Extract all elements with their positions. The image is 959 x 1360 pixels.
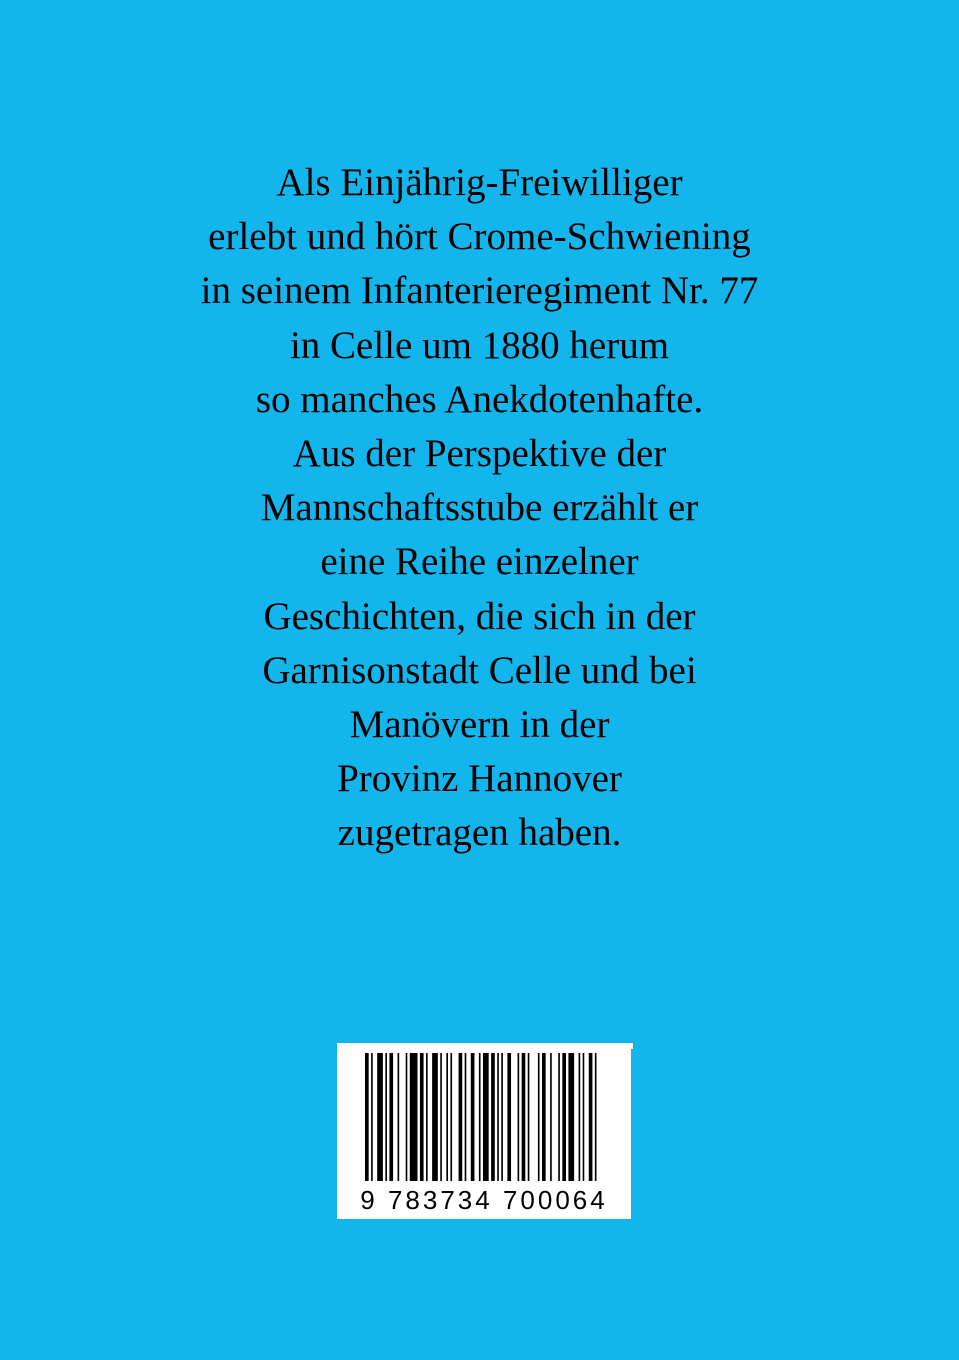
- barcode-bar: [471, 1053, 475, 1181]
- blurb-line: so manches Anekdotenhafte.: [255, 377, 704, 421]
- barcode-bar: [365, 1053, 369, 1181]
- barcode-bar: [459, 1053, 463, 1181]
- barcode-bar: [579, 1053, 581, 1181]
- barcode-icon: [365, 1053, 603, 1181]
- barcode-bar: [589, 1053, 593, 1181]
- barcode-bar: [568, 1053, 574, 1181]
- barcode-bar: [558, 1053, 560, 1181]
- barcode-bar: [595, 1053, 597, 1181]
- blurb-line: Als Einjährig-Freiwilliger: [276, 161, 683, 204]
- barcode-bar: [385, 1053, 387, 1181]
- barcode-bar: [446, 1053, 448, 1181]
- barcode-bar: [377, 1053, 383, 1181]
- barcode-bar: [507, 1053, 511, 1181]
- barcode-bar: [426, 1053, 428, 1181]
- barcode-bar: [389, 1053, 393, 1181]
- blurb-line: zugetragen haben.: [337, 811, 622, 855]
- blurb-line: erlebt und hört Crome-Schwiening: [208, 215, 751, 259]
- barcode-bar: [440, 1053, 442, 1181]
- barcode-bar: [542, 1053, 546, 1181]
- blurb-line: Geschichten, die sich in der: [263, 594, 696, 638]
- barcode-bar: [483, 1053, 489, 1181]
- barcode-bar: [538, 1053, 540, 1181]
- barcode-digits: 9 783734 700064: [360, 1185, 608, 1215]
- barcode-bar: [491, 1053, 495, 1181]
- blurb-line: eine Reihe einzelner: [320, 540, 639, 584]
- barcode-bar: [371, 1053, 373, 1181]
- barcode-bar: [420, 1053, 424, 1181]
- barcode-bar: [518, 1053, 520, 1181]
- blurb-text: [0, 156, 959, 860]
- blurb-line: Garnisonstadt Celle und bei: [262, 648, 697, 692]
- barcode-bar: [501, 1053, 503, 1181]
- blurb-line: in seinem Infanterieregiment Nr. 77: [200, 269, 759, 313]
- barcode-bar: [432, 1053, 438, 1181]
- blurb-line: in Celle um 1880 herum: [289, 323, 670, 367]
- barcode-bar: [522, 1053, 526, 1181]
- barcode-bar: [562, 1053, 566, 1181]
- barcode-bar: [450, 1053, 452, 1181]
- barcode-bar: [550, 1053, 552, 1181]
- isbn-barcode: [337, 1043, 631, 1219]
- barcode-bar: [465, 1053, 467, 1181]
- barcode-bar: [479, 1053, 481, 1181]
- blurb-line: Aus der Perspektive der: [292, 431, 667, 475]
- blurb-line: Manövern in der: [349, 702, 610, 746]
- barcode-bar: [583, 1053, 585, 1181]
- barcode-bar: [406, 1053, 408, 1181]
- blurb-line: Mannschaftsstube erzählt er: [260, 486, 699, 530]
- barcode-bar: [528, 1053, 530, 1181]
- barcode-bar: [497, 1053, 499, 1181]
- blurb-line: Provinz Hannover: [337, 757, 622, 801]
- barcode-bar: [410, 1053, 418, 1181]
- barcode-bar: [398, 1053, 400, 1181]
